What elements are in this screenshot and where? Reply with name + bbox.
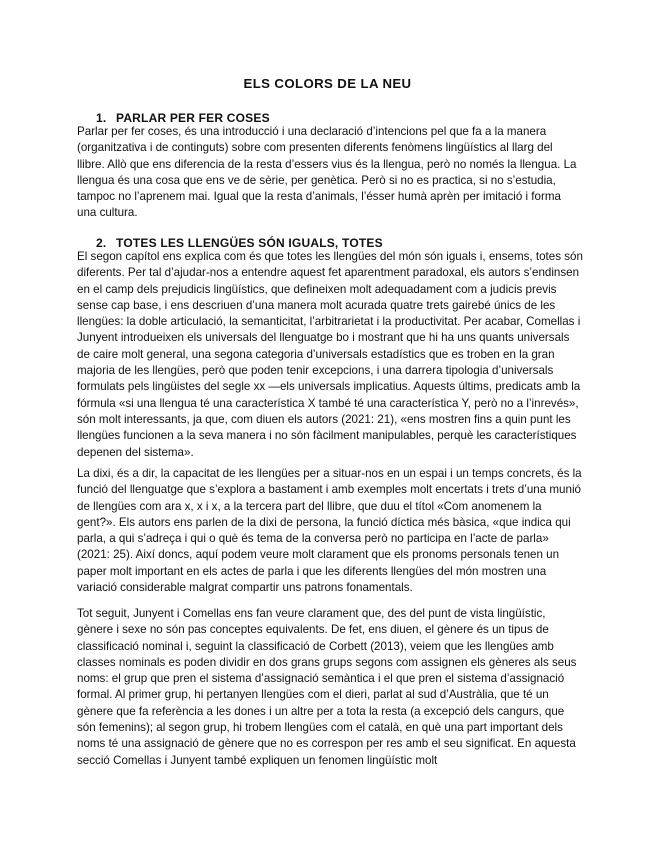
- paragraph: Parlar per fer coses, és una introducció i una declaració d’intencions pel que fa a la manera (organitzativa i de continguts) sobre com presenten diferents fenòmens lingüístics al llarg del llibre. Allò que ens diferencia de la resta d’essers vius és la llengua, però no només la llengua. La llengua és una cosa que ens ve de sèrie, per genètica. Però si no es practica, si no s’estudia, tampoc no l’aprenem mai. Igual que la resta d’animals, l’ésser humà aprèn per imitació i forma una cultura.: [77, 125, 577, 220]
- section-title: PARLAR PER FER COSES: [116, 111, 270, 125]
- paragraph: El segon capítol ens explica com és que totes les llengües del món són iguals i, ensems, totes són diferents. Per tal d’ajudar-nos a entendre aquest fet aparentment paradoxal, els autors s’endinsen en el camp dels prejudicis lingüístics, que defineixen molt adequadament com a judicis previs sense cap base, i ens descriuen d’una manera molt acurada quatre trets gairebé únics de les llengües: la doble articulació, la semanticitat, l’arbitrarietat i la productivitat. Per acabar, Comellas i Junyent introdueixen els universals del llenguatge bo i mostrant que hi ha uns quants universals de caire molt general, una segona categoria d’universals estadístics que es troben en la gran majoria de les llengües, però que poden tenir excepcions, i una darrera tipologia d’universals formulats pels lingüistes del segle xx —els universals implicatius. Aquests últims, predicats amb la fórmula «si una llengua té una característica X també té una característica Y, però no a l’inrevés», són molt interessants, ja que, com diuen els autors (2021: 21), «ens mostren fins a quin punt les llengües funcionen a la seva manera i no són fàcilment manipulables, perquè les característiques depenen del sistema».: [77, 250, 583, 459]
- section-title: TOTES LES LLENGÜES SÓN IGUALS, TOTES: [116, 236, 383, 250]
- section-number: 1.: [96, 111, 107, 125]
- section-number: 2.: [96, 236, 107, 250]
- section-heading-2: [96, 236, 383, 250]
- paragraph: Tot seguit, Junyent i Comellas ens fan veure clarament que, des del punt de vista lingüístic, gènere i sexe no són pas conceptes equivalents. De fet, ens diuen, el gènere és un tipus de classificació nominal i, seguint la classificació de Corbett (2013), veiem que les llengües amb classes nominals es poden dividir en dos grans grups segons com assignen els gèneres als seus noms: el grup que pren el sistema d’assignació semàntica i el que pren el sistema d’assignació formal. Al primer grup, hi pertanyen llengües com el dieri, parlat al sud d’Austràlia, que té un gènere que fa referència a les dones i un altre per a tota la resta (a excepció dels cangurs, que són femenins); al segon grup, hi trobem llengües com el català, en què una part important dels noms té una assignació de gènere que no es correspon per res amb el seu significat. En aquesta secció Comellas i Junyent també expliquen un fenomen lingüístic molt: [77, 607, 577, 767]
- section-heading-1: [96, 111, 270, 125]
- paragraph: La dixi, és a dir, la capacitat de les llengües per a situar-nos en un espai i un temps concrets, és la funció del llenguatge que s’explora a bastament i amb exemples molt encertats i trets d’una munió de llengües com ara x, x i x, a la tercera part del llibre, que duu el títol «Com anomenem la gent?». Els autors ens parlen de la dixi de persona, la funció díctica més bàsica, «que indica qui parla, a qui s’adreça i qui o què és tema de la conversa però no participa en l’acte de parla» (2021: 25). Així doncs, aquí podem veure molt clarament que els pronoms personals tenen un paper molt important en els actes de parla i que les diferents llengües del món mostren una variació considerable malgrat compartir uns patrons fonamentals.: [77, 467, 582, 595]
- document-title: ELS COLORS DE LA NEU: [243, 76, 412, 91]
